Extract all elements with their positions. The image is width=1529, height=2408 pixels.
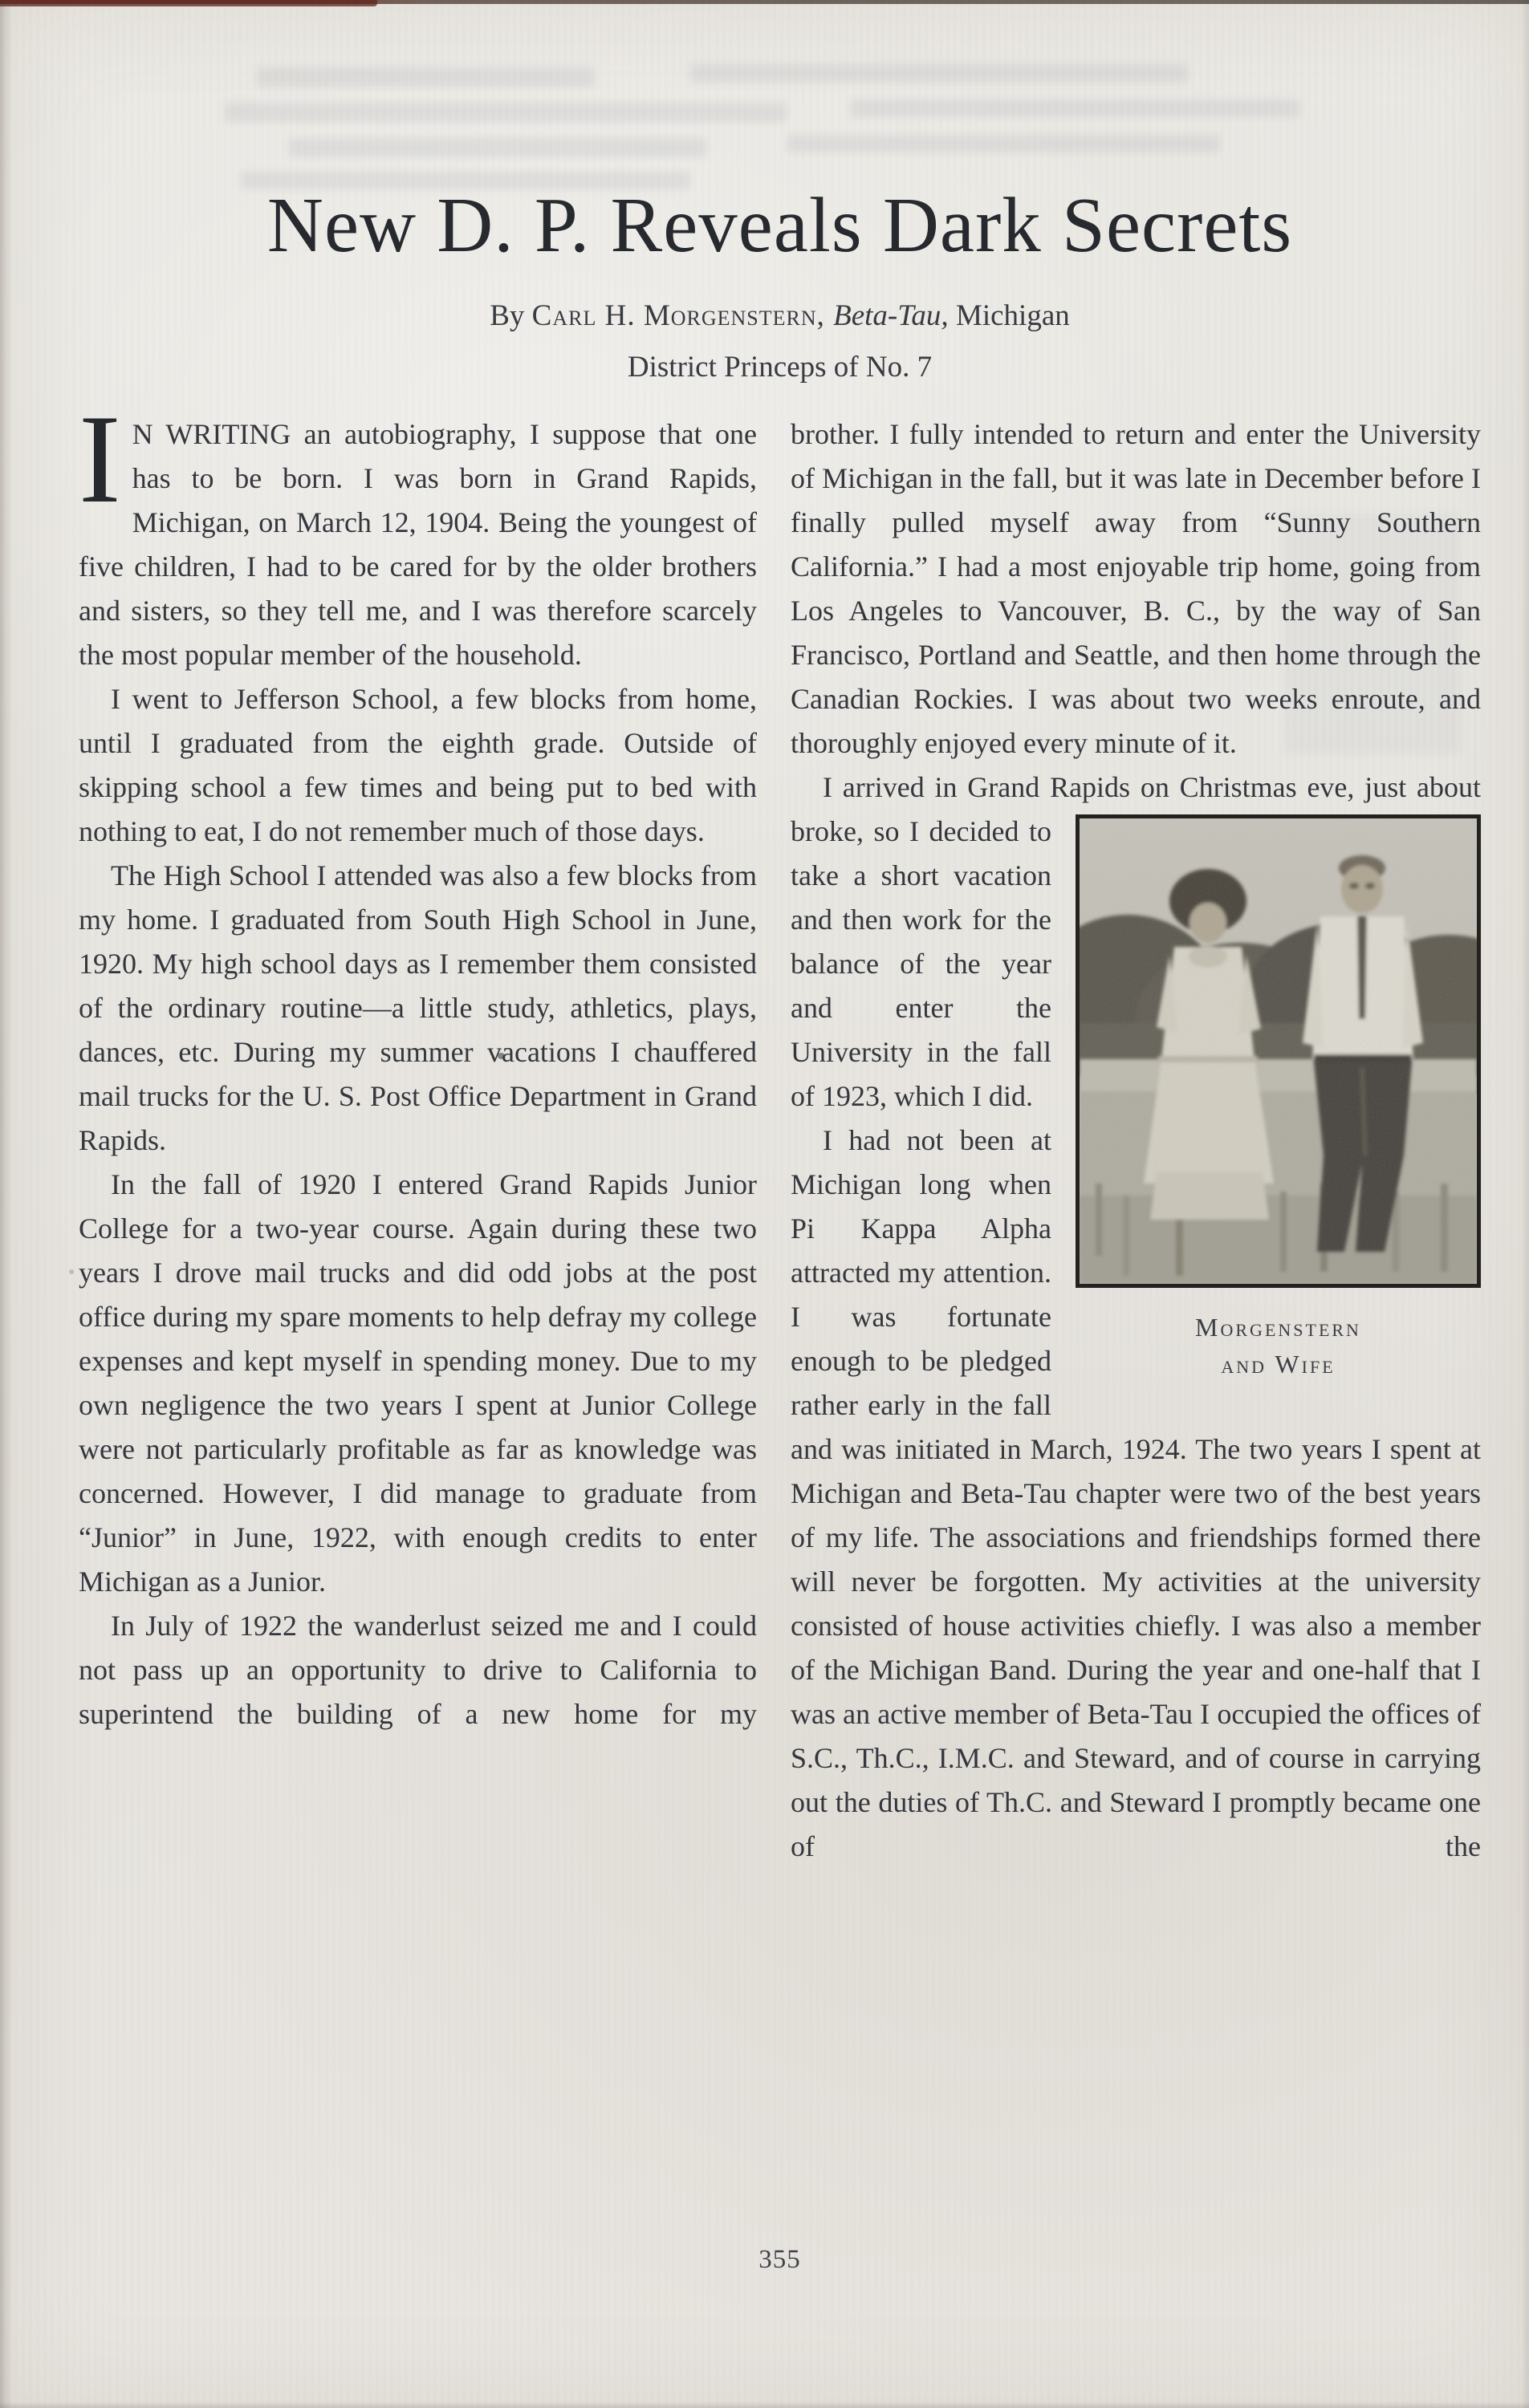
bleedthrough-artifact (289, 138, 706, 157)
page-number: 355 (758, 2245, 801, 2274)
byline-by: By (490, 299, 532, 332)
bleedthrough-artifact (787, 135, 1220, 152)
right-column (791, 412, 1481, 1869)
byline-author: Carl H. Morgenstern, (531, 299, 834, 332)
dropcap-letter: I (79, 389, 121, 530)
paragraph: In July of 1922 the wanderlust seized me and I could not pass up an opportunity to drive to California to superintend the building of a new home for my (79, 1610, 757, 1730)
scan-top-edge-red-mark (0, 0, 377, 6)
bleedthrough-artifact (851, 99, 1300, 117)
paragraph-text: take a short vacation and then work for the balance of the year and enter the University in the fall of 1923, which I did. (791, 859, 1051, 1112)
paragraph (791, 765, 1481, 1379)
article-body (79, 389, 1481, 1869)
left-column (79, 389, 757, 1869)
bleedthrough-artifact (257, 67, 594, 87)
byline (79, 298, 1481, 333)
paragraph (79, 389, 757, 677)
scan-right-edge-shadow (1521, 0, 1529, 2408)
byline-location: Michigan (955, 299, 1070, 332)
paragraph: I went to Jefferson School, a few blocks from home, until I graduated from the eighth grade. Outside of skipping school a few times and being put to bed with nothing to eat, I do not remember much of those days. (79, 683, 757, 847)
paragraph-text: I arrived in Grand Rapids on Christmas eve, just about broke, so I decided to (791, 771, 1481, 847)
scan-bottom-edge-shadow (0, 2402, 1529, 2408)
article-title: New D. P. Reveals Dark Secrets (266, 182, 1293, 268)
byline-fraternity: Beta-Tau, (833, 299, 956, 332)
bleedthrough-artifact (225, 103, 787, 122)
paragraph-text: N WRITING an autobiography, I suppose that one has to be born. I was born in Grand Rapids, Michigan, on March 12, 1904. Being the youngest of five children, I had to be cared for by the older brothers and sisters, so they tell me, and I was therefore scarcely the most popular member of the household. (79, 418, 757, 671)
photo-caption (1076, 1309, 1481, 1383)
inline-photo-figure (1076, 814, 1481, 1383)
paragraph: In the fall of 1920 I entered Grand Rapids Junior College for a two-year course. Again during these two years I drove mail trucks and did odd jobs at the post office during my spare moments to help defray my college expenses and kept myself in spending money. Due to my own negligence the two years I spent at Junior College were not particularly profitable as far as knowledge was concerned. However, I did manage to graduate from “Junior” in June, 1922, with enough credits to enter Michigan as a Junior. (79, 1168, 757, 1598)
ink-speck (69, 1269, 74, 1274)
photo-frame (1076, 814, 1481, 1288)
scan-left-edge-shadow (0, 0, 13, 2408)
byline-role: District Princeps of No. 7 (627, 351, 933, 384)
paragraph: I had not been at Michigan long when Pi Kappa Alpha attracted my attention. I was fortunate enough to be pledged rather early in the fall and was initiated in March, 1924. The two years I spent at Michigan and Beta-Tau chapter were two of the best years of my life. The associations and friendships formed there will never be forgotten. My activities at the university consisted of house activities chiefly. I was also a member of the Michigan Band. During the year and one-half that I was an active member of Beta-Tau I occupied the offices of S.C., Th.C., I.M.C. and Steward, and of course in carrying out the duties of Th.C. and Steward I promptly became one of the (791, 1124, 1481, 1862)
photo-caption-line1: Morgenstern (1195, 1313, 1361, 1342)
bleedthrough-artifact (690, 64, 1188, 82)
photo-caption-line2: and Wife (1221, 1350, 1336, 1379)
photo-of-morgenstern-and-wife (1080, 818, 1477, 1284)
paragraph: The High School I attended was also a few blocks from my home. I graduated from South High School in June, 1920. My high school days as I remember them consisted of the ordinary routine—a little study, athletics, plays, dances, etc. During my summer vacations I chauffered mail trucks for the U. S. Post Office Department in Grand Rapids. (79, 859, 757, 1156)
paragraph: brother. I fully intended to return and enter the University of Michigan in the fall, but it was late in December before I finally pulled myself away from “Sunny Southern California.” I had a most enjoyable trip home, going from Los Angeles to Vancouver, B. C., by the way of San Francisco, Portland and Seattle, and then home through the Canadian Rockies. I was about two weeks enroute, and thoroughly enjoyed every minute of it. (791, 418, 1481, 759)
